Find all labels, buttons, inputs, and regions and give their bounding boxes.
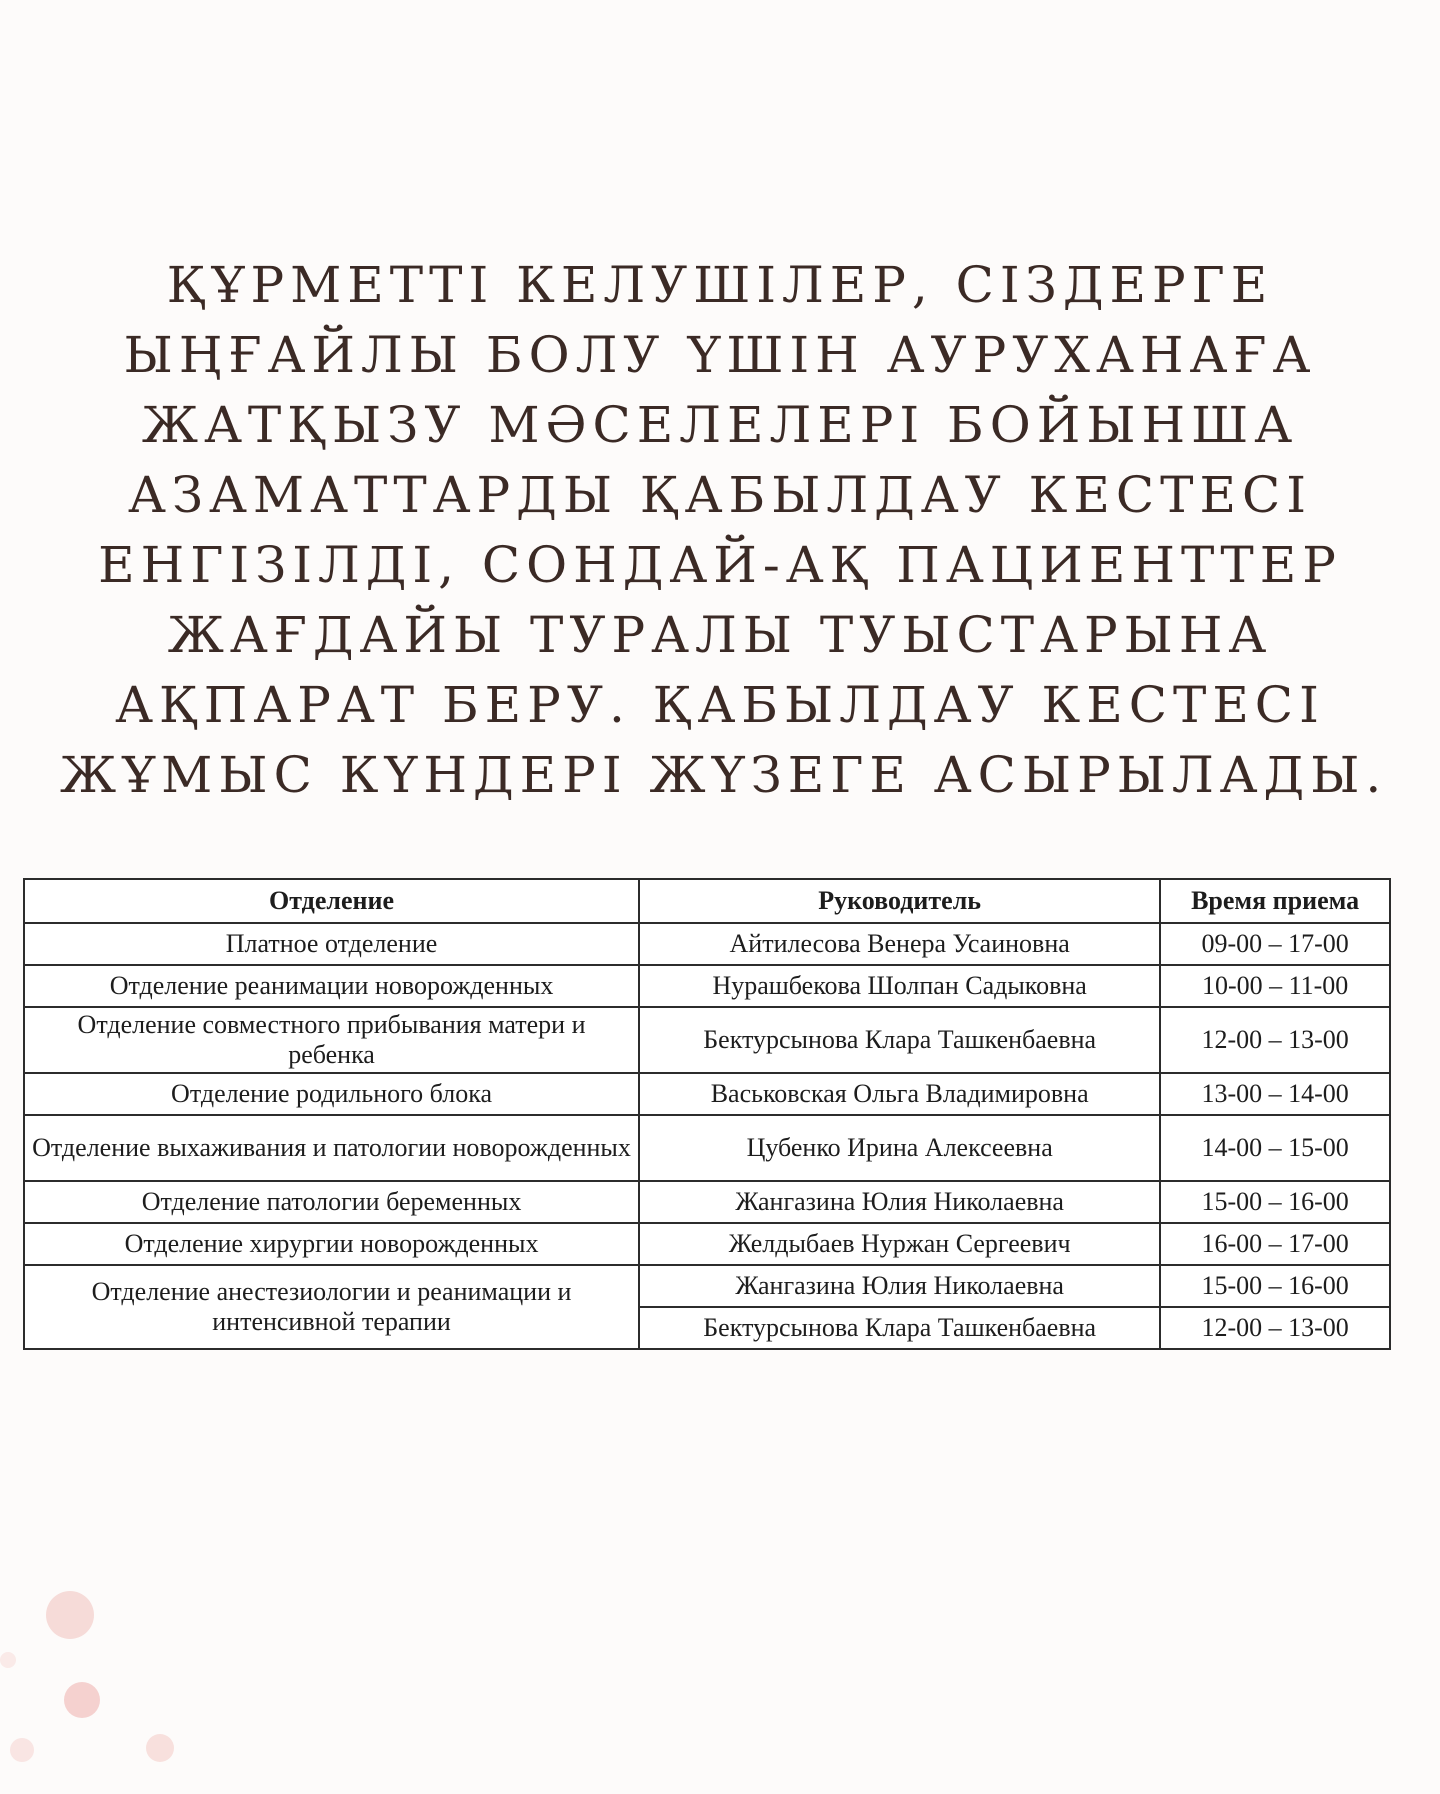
table-row — [24, 965, 1390, 1007]
announcement-line: АЗАМАТТАРДЫ ҚАБЫЛДАУ КЕСТЕСІ — [128, 466, 1312, 524]
cell-head: Бектурсынова Клара Ташкенбаевна — [639, 1007, 1160, 1073]
cell-time: 13-00 – 14-00 — [1160, 1073, 1390, 1115]
cell-head: Жангазина Юлия Николаевна — [639, 1181, 1160, 1223]
cell-head: Жангазина Юлия Николаевна — [639, 1265, 1160, 1307]
header-time: Время приема — [1160, 879, 1390, 923]
table-header-row — [24, 879, 1390, 923]
cell-head: Айтилесова Венера Усаиновна — [639, 923, 1160, 965]
cell-time: 15-00 – 16-00 — [1160, 1265, 1390, 1307]
cell-head: Желдыбаев Нуржан Сергеевич — [639, 1223, 1160, 1265]
cell-department: Отделение патологии беременных — [24, 1181, 639, 1223]
cell-department: Отделение выхаживания и патологии новорожденных — [24, 1115, 639, 1181]
table-row — [24, 923, 1390, 965]
cell-head: Нурашбекова Шолпан Садыковна — [639, 965, 1160, 1007]
cell-department: Отделение хирургии новорожденных — [24, 1223, 639, 1265]
table-row — [24, 1115, 1390, 1181]
cell-department: Отделение реанимации новорожденных — [24, 965, 639, 1007]
cell-time: 12-00 – 13-00 — [1160, 1307, 1390, 1349]
announcement-line: ЖҰМЫС КҮНДЕРІ ЖҮЗЕГЕ АСЫРЫЛАДЫ. — [60, 746, 1388, 804]
cell-time: 12-00 – 13-00 — [1160, 1007, 1390, 1073]
cell-department: Отделение совместного прибывания матери и ребенка — [24, 1007, 639, 1073]
table-row — [24, 1073, 1390, 1115]
cell-department: Отделение анестезиологии и реанимации и интенсивной терапии — [24, 1265, 639, 1349]
cell-department: Платное отделение — [24, 923, 639, 965]
announcement-line: ЕНГІЗІЛДІ, СОНДАЙ-АҚ ПАЦИЕНТТЕР — [98, 536, 1342, 594]
cell-time: 15-00 – 16-00 — [1160, 1181, 1390, 1223]
announcement-line: ЖАҒДАЙЫ ТУРАЛЫ ТУЫСТАРЫНА — [167, 606, 1273, 664]
cell-head: Васьковская Ольга Владимировна — [639, 1073, 1160, 1115]
cell-time: 10-00 – 11-00 — [1160, 965, 1390, 1007]
cell-head: Цубенко Ирина Алексеевна — [639, 1115, 1160, 1181]
reception-schedule-table — [23, 878, 1391, 1350]
cell-time: 14-00 – 15-00 — [1160, 1115, 1390, 1181]
table-row — [24, 1265, 1390, 1307]
announcement-line: ҚҰРМЕТТІ КЕЛУШІЛЕР, СІЗДЕРГЕ — [166, 256, 1274, 314]
cell-department: Отделение родильного блока — [24, 1073, 639, 1115]
header-head: Руководитель — [639, 879, 1160, 923]
table-row — [24, 1007, 1390, 1073]
announcement-line: ЫҢҒАЙЛЫ БОЛУ ҮШІН АУРУХАНАҒА — [123, 326, 1317, 384]
table-row — [24, 1181, 1390, 1223]
pink-dots-decoration-icon — [0, 1560, 240, 1794]
cell-head: Бектурсынова Клара Ташкенбаевна — [639, 1307, 1160, 1349]
table-row — [24, 1223, 1390, 1265]
cell-time: 16-00 – 17-00 — [1160, 1223, 1390, 1265]
cell-time: 09-00 – 17-00 — [1160, 923, 1390, 965]
announcement-text — [60, 250, 1388, 810]
announcement-line: ЖАТҚЫЗУ МӘСЕЛЕЛЕРІ БОЙЫНША — [141, 396, 1299, 454]
announcement-line: АҚПАРАТ БЕРУ. ҚАБЫЛДАУ КЕСТЕСІ — [115, 676, 1325, 734]
header-department: Отделение — [24, 879, 639, 923]
